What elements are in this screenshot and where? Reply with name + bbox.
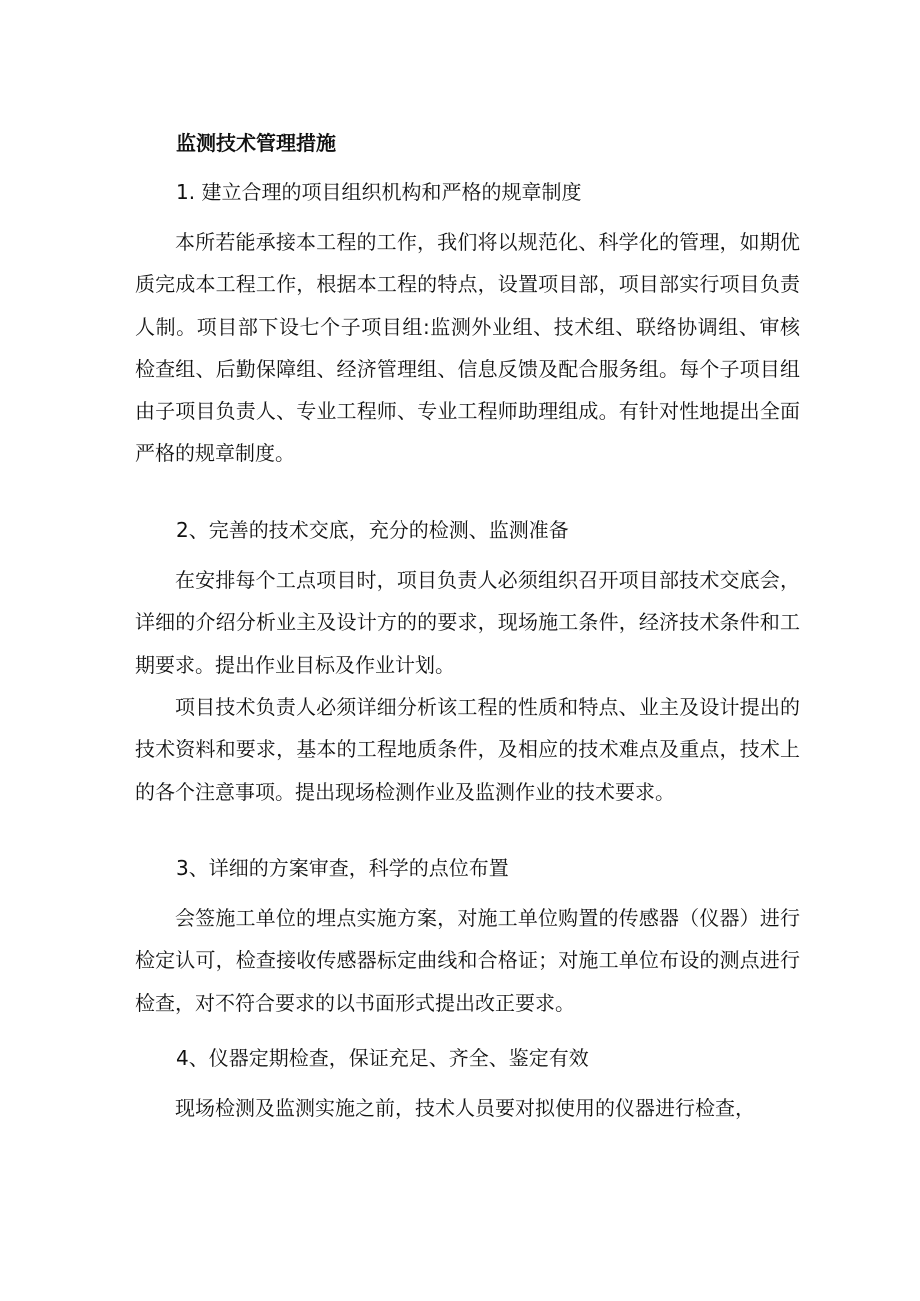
section-2-paragraph-1: 在安排每个工点项目时，项目负责人必须组织召开项目部技术交底会，详细的介绍分析业主及设计方的的要求，现场施工条件，经济技术条件和工期要求。提出作业目标及作业计划。 — [135, 568, 800, 677]
document-title: 监测技术管理措施 — [176, 131, 336, 155]
section-3-paragraph-1: 会签施工单位的埋点实施方案，对施工单位购置的传感器（仪器）进行检定认可，检查接收传感器标定曲线和合格证；对施工单位布设的测点进行检查，对不符合要求的以书面形式提出改正要求。 — [135, 906, 800, 1015]
section-heading-1: 1. 建立合理的项目组织机构和严格的规章制度 — [176, 180, 582, 204]
section-heading-4: 4、仪器定期检查，保证充足、齐全、鉴定有效 — [176, 1046, 589, 1070]
section-4-paragraph-1: 现场检测及监测实施之前，技术人员要对拟使用的仪器进行检查， — [175, 1096, 755, 1120]
section-heading-3: 3、详细的方案审查，科学的点位布置 — [176, 856, 509, 880]
section-1-paragraph-1: 本所若能承接本工程的工作，我们将以规范化、科学化的管理，如期优质完成本工程工作，根据本工程的特点，设置项目部，项目部实行项目负责人制。项目部下设七个子项目组:监测外业组、技术组、联络协调组、审核检查组、后勤保障组、经济管理组、信息反馈及配合服务组。每个子项目组由子项目负责人、专业工程师、专业工程师助理组成。有针对性地提出全面严格的规章制度。 — [135, 230, 800, 466]
section-2-paragraph-2: 项目技术负责人必须详细分析该工程的性质和特点、业主及设计提出的技术资料和要求，基本的工程地质条件，及相应的技术难点及重点，技术上的各个注意事项。提出现场检测作业及监测作业的技术要求。 — [135, 695, 800, 804]
section-heading-2: 2、完善的技术交底，充分的检测、监测准备 — [176, 518, 569, 542]
